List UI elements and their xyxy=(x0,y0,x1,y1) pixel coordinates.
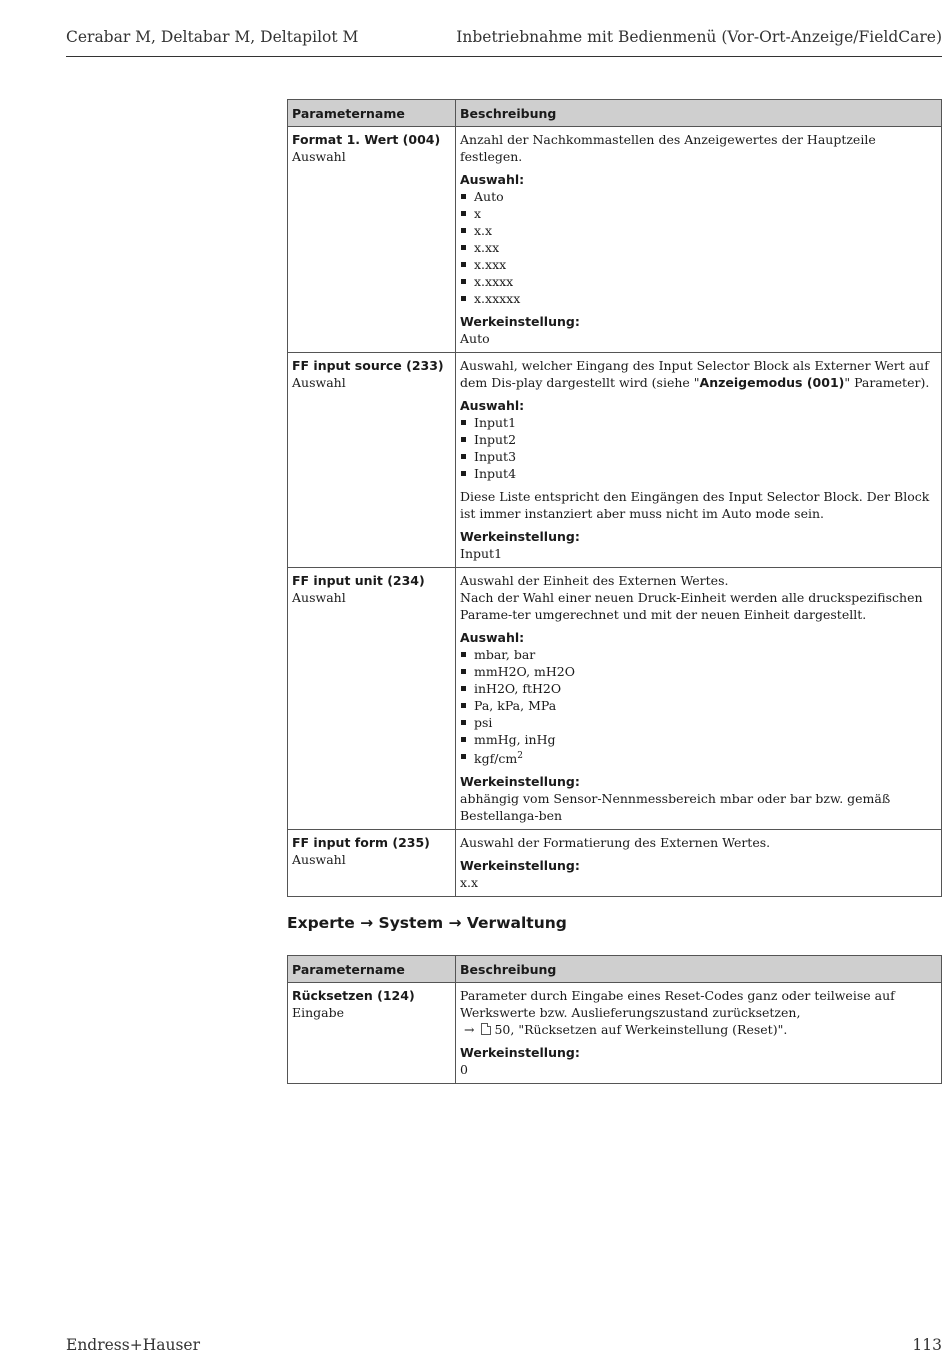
default-value: abhängig vom Sensor-Nennmessbereich mbar oder bar bzw. gemäß Bestellanga-ben xyxy=(460,791,891,824)
parameter-cell xyxy=(288,830,456,897)
header-chapter-title: Inbetriebnahme mit Bedienmenü (Vor-Ort-Anzeige/FieldCare) xyxy=(456,28,942,46)
parameter-type: Eingabe xyxy=(292,1005,345,1020)
table-row xyxy=(288,983,942,1084)
list-item: Pa, kPa, MPa xyxy=(460,697,937,714)
parameter-name: Format 1. Wert (004) xyxy=(292,132,441,147)
default-value: x.x xyxy=(460,875,479,891)
parameter-cell xyxy=(288,568,456,830)
page-icon xyxy=(481,1023,491,1035)
parameter-table-display xyxy=(287,99,942,897)
parameter-reference: Anzeigemodus (001) xyxy=(699,375,845,390)
list-item: Auto xyxy=(460,188,937,205)
options-list xyxy=(460,646,937,767)
options-label: Auswahl: xyxy=(460,172,525,187)
table-row xyxy=(288,568,942,830)
column-header-name: Parametername xyxy=(288,956,456,983)
list-item: x.xxx xyxy=(460,256,937,273)
options-label: Auswahl: xyxy=(460,398,525,413)
page-reference[interactable] xyxy=(460,1021,937,1038)
footer-brand: Endress+Hauser xyxy=(66,1336,200,1354)
description-cell xyxy=(456,353,942,568)
default-label: Werkeinstellung: xyxy=(460,529,580,544)
list-item: psi xyxy=(460,714,937,731)
reference-page-number: 50 xyxy=(494,1022,511,1037)
description-text-start: Auswahl, welcher Eingang des Input Selector Block als Externer Wert auf dem Dis-play dargestellt wird (siehe " xyxy=(460,358,929,390)
table-header-row xyxy=(288,956,942,983)
list-item: x.xxxx xyxy=(460,273,937,290)
table-header-row xyxy=(288,100,942,127)
list-item: x xyxy=(460,205,937,222)
default-value: Auto xyxy=(460,331,490,346)
list-item: mmH2O, mH2O xyxy=(460,663,937,680)
parameter-type: Auswahl xyxy=(292,149,346,164)
list-item: Input4 xyxy=(460,465,937,482)
column-header-description: Beschreibung xyxy=(456,956,942,983)
default-value: 0 xyxy=(460,1062,468,1077)
table-row xyxy=(288,127,942,353)
page-footer xyxy=(66,1336,942,1354)
description-cell xyxy=(456,830,942,897)
options-list xyxy=(460,188,937,307)
list-item: x.x xyxy=(460,222,937,239)
parameter-name: FF input source (233) xyxy=(292,358,444,373)
parameter-cell xyxy=(288,353,456,568)
parameter-type: Auswahl xyxy=(292,590,346,605)
description-text: Nach der Wahl einer neuen Druck-Einheit werden alle druckspezifischen Parame-ter umgerechnet und mit der neuen Einheit dargestellt. xyxy=(460,590,923,622)
page-number: 113 xyxy=(912,1336,942,1354)
parameter-type: Auswahl xyxy=(292,375,346,390)
options-label: Auswahl: xyxy=(460,630,525,645)
list-item xyxy=(460,748,937,767)
table-row xyxy=(288,353,942,568)
table-row xyxy=(288,830,942,897)
list-item: Input3 xyxy=(460,448,937,465)
parameter-name: FF input form (235) xyxy=(292,835,430,851)
list-item: Input1 xyxy=(460,414,937,431)
unit-superscript: 2 xyxy=(517,751,524,761)
description-text: Auswahl der Formatierung des Externen Wertes. xyxy=(460,835,771,851)
list-item: x.xx xyxy=(460,239,937,256)
description-cell xyxy=(456,983,942,1084)
parameter-name: FF input unit (234) xyxy=(292,573,425,588)
list-item: Input2 xyxy=(460,431,937,448)
list-item: mmHg, inHg xyxy=(460,731,937,748)
description-text: Parameter durch Eingabe eines Reset-Codes ganz oder teilweise auf Werkswerte bzw. Auslieferungszustand zurücksetzen, xyxy=(460,988,895,1020)
description-cell xyxy=(456,127,942,353)
default-label: Werkeinstellung: xyxy=(460,774,580,790)
reference-title: , "Rücksetzen auf Werkeinstellung (Reset)". xyxy=(510,1022,788,1037)
page-header xyxy=(66,28,942,57)
column-header-description: Beschreibung xyxy=(456,100,942,127)
section-title: Experte → System → Verwaltung xyxy=(287,914,567,932)
header-product-title: Cerabar M, Deltabar M, Deltapilot M xyxy=(66,28,359,46)
column-header-name: Parametername xyxy=(288,100,456,127)
default-label: Werkeinstellung: xyxy=(460,314,580,329)
options-list xyxy=(460,414,937,482)
default-value: Input1 xyxy=(460,546,503,561)
list-item: mbar, bar xyxy=(460,646,937,663)
description-text-end: " Parameter). xyxy=(844,375,930,390)
description-text xyxy=(460,357,937,391)
default-label: Werkeinstellung: xyxy=(460,858,580,874)
parameter-type: Auswahl xyxy=(292,852,346,868)
description-cell xyxy=(456,568,942,830)
parameter-table-administration xyxy=(287,955,942,1084)
description-text: Anzahl der Nachkommastellen des Anzeigewertes der Hauptzeile festlegen. xyxy=(460,132,876,164)
note-text: Diese Liste entspricht den Eingängen des Input Selector Block. Der Block ist immer instanziert aber muss nicht im Auto mode sein. xyxy=(460,489,930,521)
list-item: x.xxxxx xyxy=(460,290,937,307)
unit-text: kgf/cm xyxy=(474,751,518,767)
parameter-cell xyxy=(288,983,456,1084)
parameter-cell xyxy=(288,127,456,353)
parameter-name: Rücksetzen (124) xyxy=(292,988,415,1003)
list-item: inH2O, ftH2O xyxy=(460,680,937,697)
arrow-right-icon: → xyxy=(464,1022,475,1037)
default-label: Werkeinstellung: xyxy=(460,1045,580,1060)
description-text: Auswahl der Einheit des Externen Wertes. xyxy=(460,573,729,588)
